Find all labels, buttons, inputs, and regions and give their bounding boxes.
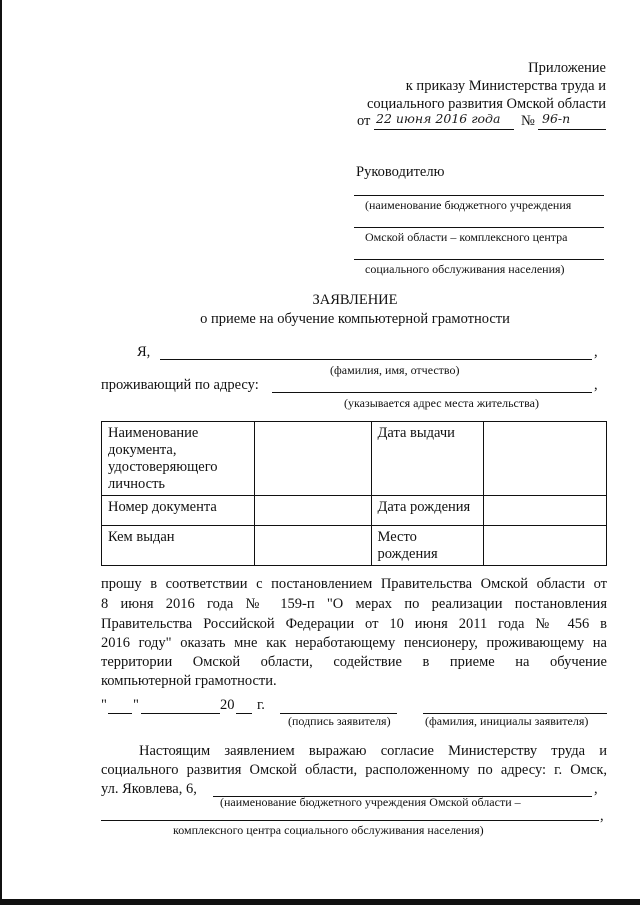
address-line-comma: , [594,377,598,393]
statement-subtitle: о приеме на обучение компьютерной грамотности [200,311,510,327]
name-line-comma: , [594,344,598,360]
table-cell-value [254,422,371,496]
table-cell-label: Номер документа [102,496,255,526]
name-caption: (фамилия, имя, отчество) [330,363,460,377]
month-line [141,713,220,714]
applicant-name-caption: (фамилия, инициалы заявителя) [425,714,589,728]
addressee-caption-2: Омской области – комплексного центра [365,230,568,244]
request-line: прошу в соответствии с постановлением Правительства Омской области от [101,576,607,592]
request-line: 2016 году" оказать мне как неработающему пенсионеру, проживающему на [101,635,607,651]
scan-left-edge [0,0,2,905]
number-underline [538,129,606,130]
addressee-line-2 [354,227,604,228]
date-quote-close: " [133,697,139,713]
date-quote-open: " [101,697,107,713]
table-cell-value [254,496,371,526]
table-cell-value [254,526,371,566]
address-caption: (указывается адрес места жительства) [344,396,539,410]
request-line: Правительства Российской Федерации от 10 июня 2011 года № 456 в [101,616,607,632]
signature-caption: (подпись заявителя) [288,714,391,728]
table-cell-label: Наименование документа, удостоверяющего личность [102,422,255,496]
institution-line-1-comma: , [594,781,598,797]
table-cell-value [484,526,607,566]
table-cell-label: Кем выдан [102,526,255,566]
statement-title: ЗАЯВЛЕНИЕ [312,292,398,308]
identity-document-table [101,421,607,566]
table-row [102,422,607,496]
appendix-title: Приложение [528,60,606,76]
institution-caption-1: (наименование бюджетного учреждения Омской области – [220,795,521,809]
institution-line-2-comma: , [600,808,604,824]
day-line [108,713,132,714]
addressee-line-3 [354,259,604,260]
name-line [160,359,592,360]
date-underline [374,129,514,130]
number-sign: № [521,113,535,129]
applicant-i-label: Я, [137,344,151,360]
appendix-line-1: к приказу Министерства труда и [405,78,606,94]
table-cell-label: Дата выдачи [371,422,484,496]
table-cell-label: Место рождения [371,526,484,566]
addressee-to: Руководителю [356,164,445,180]
request-line: территории Омской области, содействие в приеме на обучение [101,654,607,670]
address-line [272,392,592,393]
scan-bottom-edge [0,899,640,905]
institution-caption-2: комплексного центра социального обслуживания населения) [173,823,484,837]
consent-line-3: ул. Яковлева, 6, [101,781,197,797]
addressee-caption-3: социального обслуживания населения) [365,262,565,276]
table-row [102,496,607,526]
table-row [102,526,607,566]
request-line: 8 июня 2016 года № 159-п "О мерах по реализации постановления [101,596,607,612]
appendix-line-2: социального развития Омской области [367,96,606,112]
handwritten-number: 96-п [542,111,571,126]
consent-line-1: Настоящим заявлением выражаю согласие Министерству труда и [139,743,607,759]
appendix-from-label: от [357,113,371,129]
handwritten-date: 22 июня 2016 года [376,111,501,126]
consent-line-2: социального развития Омской области, расположенному по адресу: г. Омск, [101,762,607,778]
table-cell-value [484,422,607,496]
address-label: проживающий по адресу: [101,377,259,393]
addressee-caption-1: (наименование бюджетного учреждения [365,198,572,212]
year-suffix: г. [257,697,265,713]
request-line: компьютерной грамотности. [101,673,277,689]
institution-line-2 [101,820,599,821]
table-cell-label: Дата рождения [371,496,484,526]
table-cell-value [484,496,607,526]
addressee-line-1 [354,195,604,196]
year-prefix: 20 [220,697,235,713]
year-line [236,713,252,714]
